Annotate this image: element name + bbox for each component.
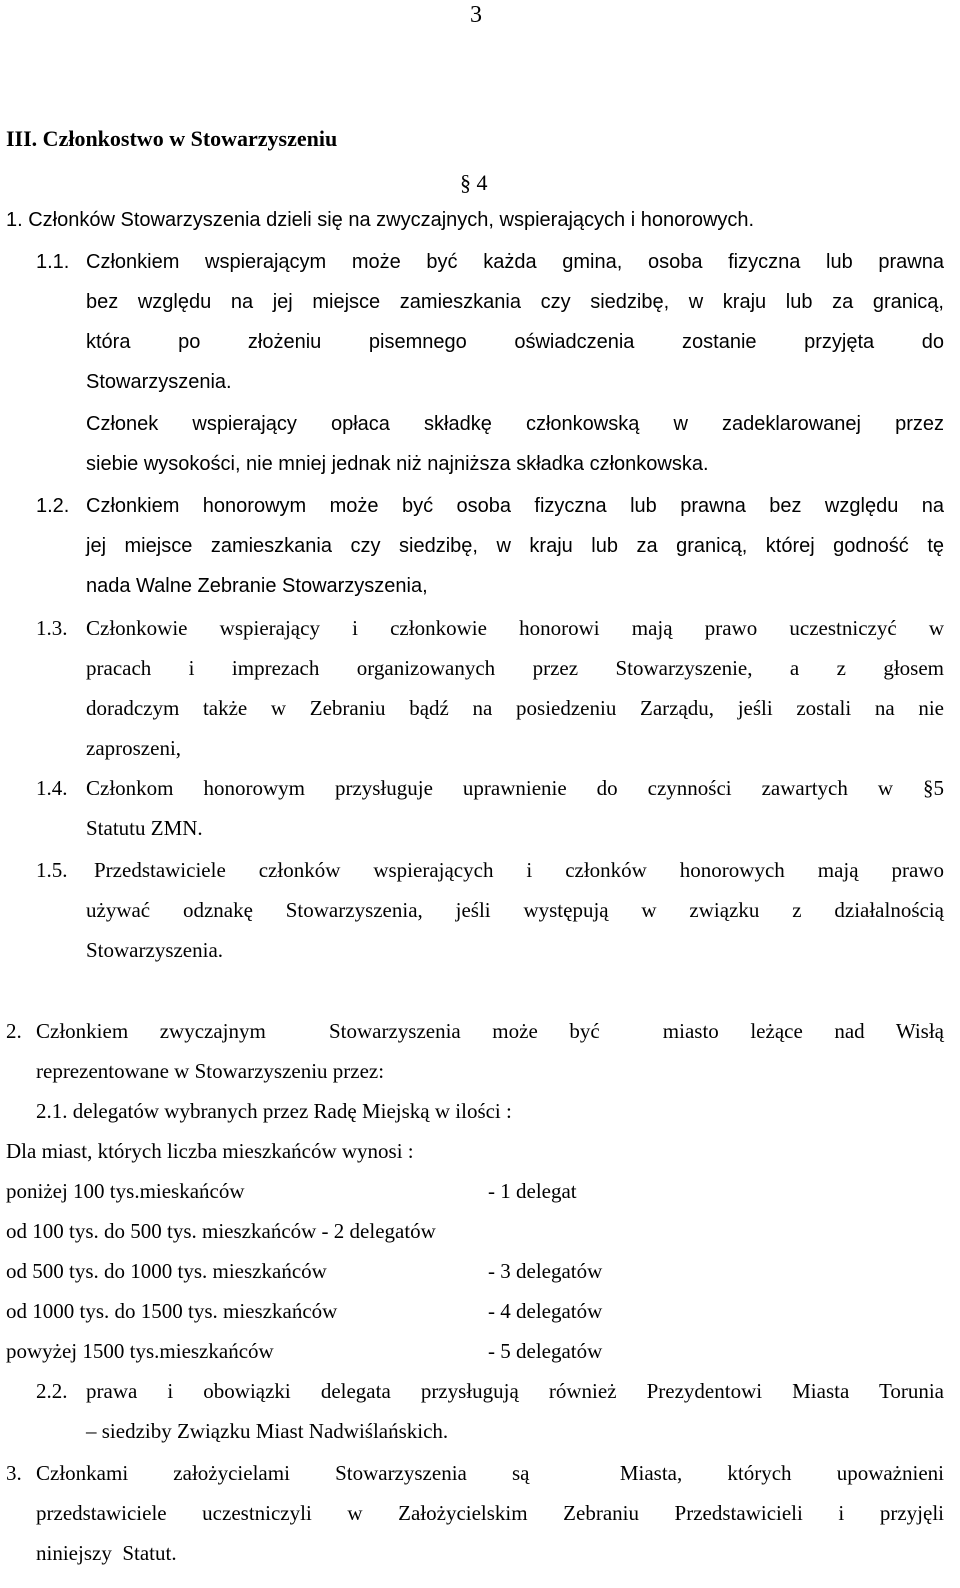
clause-1-3-line: zaproszeni, bbox=[86, 736, 182, 760]
delegates-intro: Dla miast, których liczba mieszkańców wynosi : bbox=[6, 1139, 414, 1163]
paragraph-symbol: § 4 bbox=[460, 170, 488, 195]
clause-1-2-number: 1.2. bbox=[36, 495, 70, 517]
section-heading: III. Członkostwo w Stowarzyszeniu bbox=[6, 126, 338, 151]
clause-3-line: niniejszy Statut. bbox=[36, 1541, 177, 1565]
delegate-count: - 4 delegatów bbox=[488, 1299, 603, 1323]
clause-2-2-number: 2.2. bbox=[36, 1379, 68, 1403]
clause-1-5-line: używać odznakę Stowarzyszenia, jeśli występują w związku z działalnością bbox=[86, 898, 944, 922]
clause-1-2-line: jej miejsce zamieszkania czy siedzibę, w kraju lub za granicą, której godność tę bbox=[86, 535, 944, 557]
clause-1-3-line: Członkowie wspierający i członkowie honorowi mają prawo uczestniczyć w bbox=[86, 616, 944, 640]
clause-3-line: Członkami założycielami Stowarzyszenia są Miasta, których upoważnieni bbox=[36, 1461, 944, 1485]
delegate-count: - 3 delegatów bbox=[488, 1259, 603, 1283]
delegate-range: od 500 tys. do 1000 tys. mieszkańców bbox=[6, 1259, 327, 1283]
clause-3-number: 3. bbox=[6, 1461, 22, 1485]
clause-1-3-line: pracach i imprezach organizowanych przez Stowarzyszenie, a z głosem bbox=[86, 656, 944, 680]
page-number: 3 bbox=[470, 2, 482, 28]
clause-1-2-line: nada Walne Zebranie Stowarzyszenia, bbox=[86, 575, 428, 597]
clause-1-5-line: Stowarzyszenia. bbox=[86, 938, 224, 962]
clause-2-2-line: prawa i obowiązki delegata przysługują również Prezydentowi Miasta Torunia bbox=[86, 1379, 944, 1403]
clause-1-1-line: Członek wspierający opłaca składkę członkowską w zadeklarowanej przez bbox=[86, 413, 944, 435]
clause-1-1-line: która po złożeniu pisemnego oświadczenia zostanie przyjęta do bbox=[86, 331, 944, 353]
clause-1-1-number: 1.1. bbox=[36, 251, 70, 273]
delegate-range: poniżej 100 tys.mieskańców bbox=[6, 1179, 245, 1203]
clause-1-1-line: Członkiem wspierającym może być każda gmina, osoba fizyczna lub prawna bbox=[86, 251, 944, 273]
delegate-range: powyżej 1500 tys.mieszkańców bbox=[6, 1339, 274, 1363]
clause-3-line: przedstawiciele uczestniczyli w Założycielskim Zebraniu Przedstawicieli i przyjęli bbox=[36, 1501, 944, 1525]
clause-2-line: Członkiem zwyczajnym Stowarzyszenia może być miasto leżące nad Wisłą bbox=[36, 1019, 944, 1043]
clause-2-line: reprezentowane w Stowarzyszeniu przez: bbox=[36, 1059, 385, 1083]
clause-1-3-line: doradczym także w Zebraniu bądź na posiedzeniu Zarządu, jeśli zostali na nie bbox=[86, 696, 944, 720]
clause-1-4-line: Członkom honorowym przysługuje uprawnienie do czynności zawartych w §5 bbox=[86, 776, 944, 800]
delegate-range: od 100 tys. do 500 tys. mieszkańców - 2 delegatów bbox=[6, 1219, 436, 1243]
delegate-range: od 1000 tys. do 1500 tys. mieszkańców bbox=[6, 1299, 338, 1323]
clause-1-5-number: 1.5. bbox=[36, 858, 68, 882]
delegate-count: - 1 delegat bbox=[488, 1179, 577, 1203]
clause-1-4-number: 1.4. bbox=[36, 776, 68, 800]
clause-1-2-line: Członkiem honorowym może być osoba fizyczna lub prawna bez względu na bbox=[86, 495, 944, 517]
clause-1-1-line: Stowarzyszenia. bbox=[86, 371, 232, 393]
clause-2-1: 2.1. delegatów wybranych przez Radę Miejską w ilości : bbox=[36, 1099, 512, 1123]
clause-1-3-number: 1.3. bbox=[36, 616, 68, 640]
clause-2-2-line: – siedziby Związku Miast Nadwiślańskich. bbox=[86, 1419, 449, 1443]
membership-categories: 1. Członków Stowarzyszenia dzieli się na zwyczajnych, wspierających i honorowych. bbox=[6, 209, 755, 231]
delegate-count: - 5 delegatów bbox=[488, 1339, 603, 1363]
clause-1-4-line: Statutu ZMN. bbox=[86, 816, 203, 840]
clause-1-1-line: bez względu na jej miejsce zamieszkania czy siedzibę, w kraju lub za granicą, bbox=[86, 291, 944, 313]
clause-1-5-line: Przedstawiciele członków wspierających i członków honorowych mają prawo bbox=[94, 858, 944, 882]
clause-2-number: 2. bbox=[6, 1019, 22, 1043]
clause-1-1-line: siebie wysokości, nie mniej jednak niż najniższa składka członkowska. bbox=[86, 453, 709, 475]
